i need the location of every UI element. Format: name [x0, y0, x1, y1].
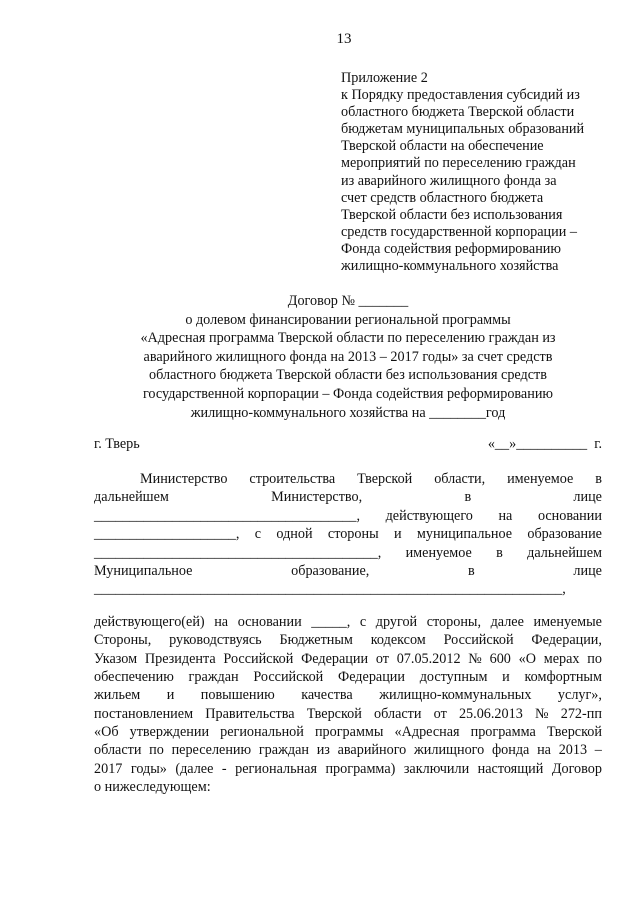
contract-title-line: «Адресная программа Тверской области по переселению граждан из [140, 330, 556, 347]
word: 272-пп [560, 705, 602, 722]
appendix-header [341, 70, 631, 275]
word: мерах [543, 650, 580, 667]
word: – [594, 742, 602, 759]
word: Российской [223, 650, 294, 667]
word: - [221, 760, 227, 777]
word: по [149, 742, 164, 759]
word: строительства [249, 471, 336, 487]
word: Тверской [306, 705, 362, 722]
contract-title-line: областного бюджета Тверской области без использования средств [149, 367, 547, 384]
word: основании [237, 613, 302, 630]
word: с [359, 613, 367, 630]
word: действующего(ей) [94, 613, 205, 630]
word: основании [537, 507, 602, 524]
appendix-line: Фонда содействия реформированию [341, 240, 561, 257]
word: «Об [94, 724, 119, 741]
contract-date: «__»__________ г. [487, 436, 602, 452]
word: области [374, 705, 422, 722]
word: лице [573, 489, 602, 506]
word: действующего [385, 507, 473, 524]
word: _____________________________________, [94, 507, 361, 524]
word: стороны, [426, 613, 481, 630]
word: «Адресная [394, 724, 460, 741]
appendix-line: к Порядку предоставления субсидий из [341, 87, 580, 104]
text-line [94, 760, 602, 778]
word: от [433, 705, 447, 722]
text-line [94, 525, 602, 543]
word: в [496, 544, 503, 561]
word: далее [490, 613, 524, 630]
word: Министерство, [271, 489, 363, 506]
appendix-line: областного бюджета Тверской области [341, 104, 575, 121]
word: Муниципальное [94, 562, 193, 579]
word: по [587, 650, 602, 667]
text-line [94, 668, 602, 686]
word: и [502, 668, 510, 685]
word: области [94, 742, 142, 759]
word: дальнейшем [527, 544, 602, 561]
word: именуемые [533, 613, 602, 630]
word: Федерации [337, 668, 405, 685]
word: ____________________, [94, 526, 240, 543]
word: комфортным [524, 668, 602, 685]
word: Договор [551, 760, 602, 777]
word: дальнейшем [94, 489, 169, 506]
word: муниципальное [416, 526, 513, 543]
word: доступным [419, 668, 488, 685]
word: 07.05.2012 [396, 650, 461, 667]
text-line [94, 705, 602, 723]
word: стороны [327, 526, 379, 543]
word: Российской [443, 632, 514, 649]
word: в [595, 471, 602, 487]
word: Стороны, [94, 632, 152, 649]
contract-title-line: аварийного жилищного фонда на 2013 – 2017 годы» за счет средств [143, 348, 553, 365]
word: качества [301, 687, 353, 704]
word: __________________________________________________________________, [94, 581, 566, 598]
word: с [254, 526, 262, 543]
word: образование [527, 526, 602, 543]
word: № [468, 650, 482, 667]
word: программа [470, 724, 536, 741]
contract-title-line: государственной корпорации – Фонда содействия реформированию [142, 385, 554, 402]
word: 2013 [558, 742, 588, 759]
word: Федерации, [531, 632, 602, 649]
word: жилищного [413, 742, 485, 759]
word: ________________________________________, [94, 544, 382, 561]
word: 600 [489, 650, 511, 667]
word: 25.06.2013 [458, 705, 523, 722]
word: (далее [175, 760, 214, 777]
contract-title-line: жилищно-коммунального хозяйства на ________год [190, 404, 506, 421]
text-line [94, 686, 602, 704]
word: одной [276, 526, 313, 543]
word: на [498, 507, 513, 524]
appendix-line: мероприятий по переселению граждан [341, 155, 576, 172]
word: именуемое [405, 544, 472, 561]
word: Президента [144, 650, 216, 667]
word: годы» [130, 760, 167, 777]
text-line [94, 507, 602, 525]
word: Указом [94, 650, 138, 667]
word: и [166, 687, 175, 704]
word: Тверской [546, 724, 602, 741]
text-line [94, 778, 602, 796]
text-line-content: о нижеследующем: [94, 779, 211, 796]
contract-title-line: Договор № _______ [287, 293, 409, 309]
word: заключили [403, 760, 470, 777]
word: аварийного [337, 742, 407, 759]
appendix-line: Тверской области без использования [341, 206, 563, 223]
word: жильем [94, 687, 141, 704]
word: в [468, 562, 475, 579]
text-line [94, 580, 602, 598]
word: кодексом [370, 632, 426, 649]
word: в [464, 489, 472, 506]
text-line [94, 470, 602, 488]
appendix-line: бюджетам муниципальных образований [341, 121, 585, 138]
word: области, [434, 471, 486, 487]
text-line [94, 562, 602, 580]
word: граждан [188, 668, 239, 685]
page-number: 13 [336, 31, 352, 47]
contract-title-line: о долевом финансировании региональной программы [185, 311, 511, 328]
word: программы [314, 724, 384, 741]
text-line [94, 723, 602, 741]
city: г. Тверь [94, 436, 140, 452]
text-line [94, 613, 602, 631]
word: образование, [291, 562, 370, 579]
word: на [537, 742, 551, 759]
word: руководствуясь [169, 632, 262, 649]
appendix-line: счет средств областного бюджета [341, 189, 544, 206]
text-line [94, 631, 602, 649]
word: граждан [258, 742, 309, 759]
contract-title [80, 292, 616, 422]
word: из [316, 742, 330, 759]
word: 2017 [94, 760, 123, 777]
word: лице [573, 562, 602, 579]
word: от [375, 650, 389, 667]
appendix-line: из аварийного жилищного фонда за [341, 172, 557, 189]
text-line [94, 488, 602, 506]
word: постановлением [94, 705, 194, 722]
word: Бюджетным [279, 632, 353, 649]
word: и [393, 526, 402, 543]
word: региональной [220, 724, 304, 741]
appendix-line: Тверской области на обеспечение [341, 138, 544, 155]
appendix-line: средств государственной корпорации – [341, 223, 577, 240]
word: на [214, 613, 229, 630]
text-line [94, 650, 602, 668]
word: региональная [235, 760, 317, 777]
word: обеспечению [94, 668, 174, 685]
word: переселению [171, 742, 252, 759]
word: программа) [325, 760, 396, 777]
word: повышению [200, 687, 275, 704]
word: № [534, 705, 549, 722]
word: настоящий [477, 760, 544, 777]
word: утверждении [129, 724, 210, 741]
word: Правительства [205, 705, 295, 722]
word: именуемое [507, 471, 574, 487]
word: фонда [491, 742, 530, 759]
word: Федерации [301, 650, 369, 667]
word: Тверской [357, 471, 413, 487]
word: _____, [311, 613, 351, 630]
word: другой [375, 613, 418, 630]
appendix-line: жилищно-коммунального хозяйства [341, 258, 559, 275]
word: услуг», [557, 687, 602, 704]
word: Российской [253, 668, 324, 685]
text-line [94, 544, 602, 562]
contract-preamble [94, 470, 602, 797]
text-line [94, 741, 602, 759]
appendix-line: Приложение 2 [341, 70, 428, 86]
word: жилищно-коммунальных [379, 687, 532, 704]
word: Министерство [140, 471, 228, 487]
word: «О [518, 650, 536, 667]
